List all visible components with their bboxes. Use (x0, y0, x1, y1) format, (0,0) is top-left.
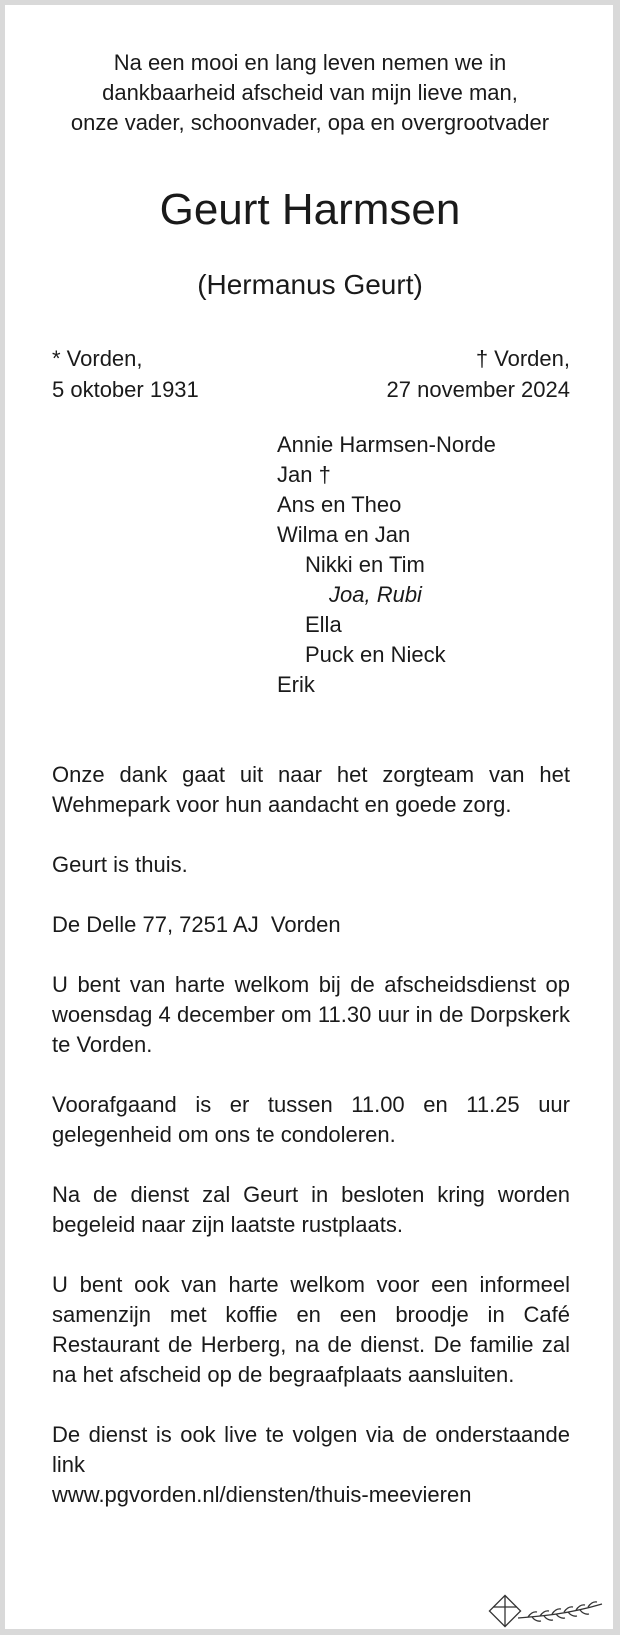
livestream-paragraph (52, 1420, 570, 1510)
family-member: Ans en Theo (277, 492, 402, 517)
family-member: Annie Harmsen-Norde (277, 432, 496, 457)
family-member: Nikki en Tim (305, 552, 425, 577)
thanks-paragraph: Onze dank gaat uit naar het zorgteam van het Wehmepark voor hun aandacht en goede zorg. (52, 762, 570, 817)
deceased-name: Geurt Harmsen (159, 185, 461, 234)
family-member: Jan † (277, 462, 331, 487)
family-member: Erik (277, 672, 315, 697)
address-paragraph: De Delle 77, 7251 AJ Vorden (52, 912, 341, 937)
livestream-link[interactable]: www.pgvorden.nl/diensten/thuis-meevieren (52, 1482, 472, 1507)
deceased-full-name: (Hermanus Geurt) (197, 269, 423, 300)
birth-date: 5 oktober 1931 (52, 377, 199, 402)
burial-paragraph: Na de dienst zal Geurt in besloten kring worden begeleid naar zijn laatste rustplaats. (52, 1182, 570, 1237)
intro-line: Na een mooi en lang leven nemen we in (113, 50, 507, 75)
condolence-paragraph: Voorafgaand is er tussen 11.00 en 11.25 uur gelegenheid om ons te condoleren. (52, 1092, 570, 1147)
body-text (52, 760, 570, 1510)
family-list (277, 430, 496, 700)
service-paragraph: U bent van harte welkom bij de afscheidsdienst op woensdag 4 december om 11.30 uur in de Dorpskerk te Vorden. (52, 972, 570, 1057)
death-info (387, 343, 570, 405)
birth-info (52, 343, 199, 405)
death-place: † Vorden, (475, 346, 570, 371)
intro-line: dankbaarheid afscheid van mijn lieve man, (102, 80, 518, 105)
cross-and-branch-icon (488, 1590, 606, 1628)
family-member-great-grandchildren: Joa, Rubi (329, 582, 422, 607)
livestream-text: De dienst is ook live te volgen via de onderstaande link (52, 1422, 570, 1477)
family-member: Ella (305, 612, 342, 637)
home-paragraph: Geurt is thuis. (52, 852, 188, 877)
death-date: 27 november 2024 (386, 377, 570, 402)
family-member: Wilma en Jan (277, 522, 411, 547)
birth-place: * Vorden, (52, 346, 143, 371)
gathering-paragraph: U bent ook van harte welkom voor een informeel samenzijn met koffie en een broodje in Café Restaurant de Herberg, na de dienst. De familie zal na het afscheid op de begraafplaats aansluiten. (52, 1272, 570, 1387)
intro-line: onze vader, schoonvader, opa en overgrootvader (70, 110, 550, 135)
family-member: Puck en Nieck (305, 642, 446, 667)
intro-text (0, 48, 620, 138)
